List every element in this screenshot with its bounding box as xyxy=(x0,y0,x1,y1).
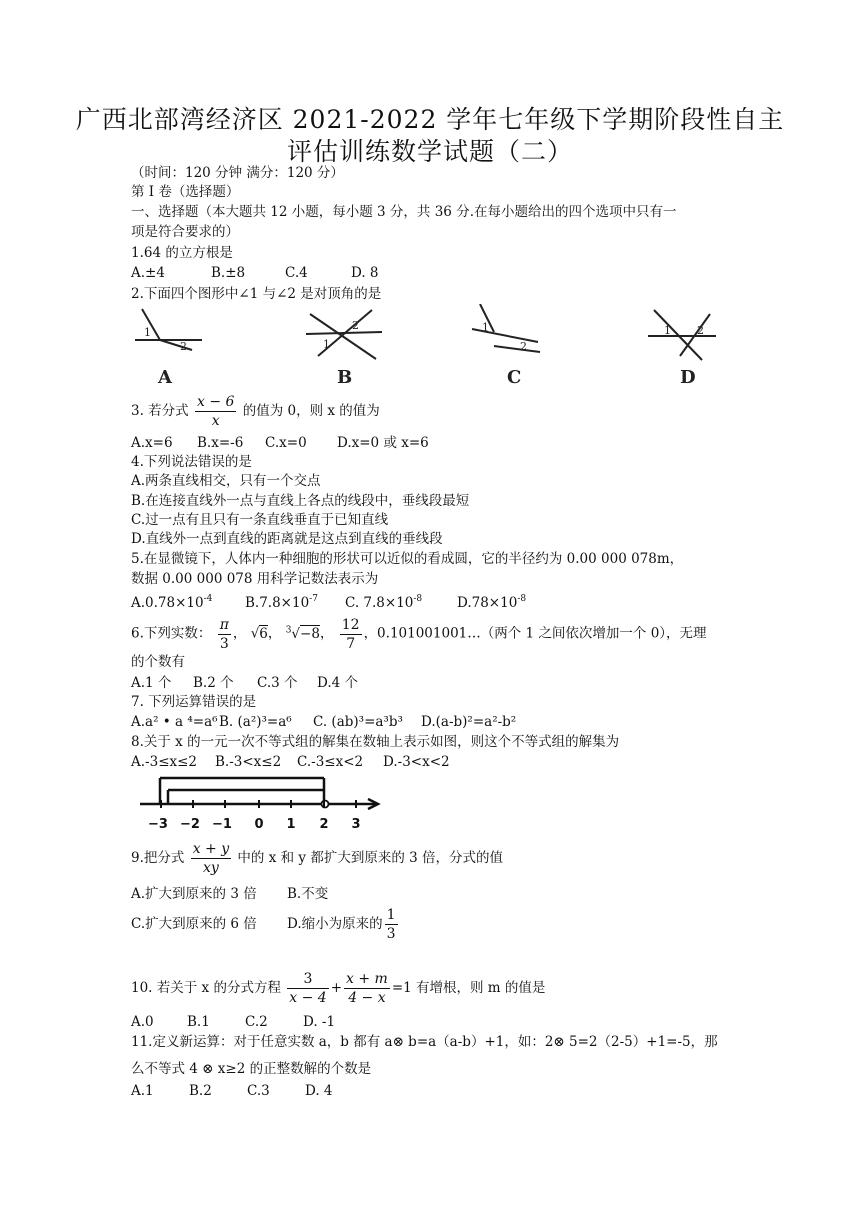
tick-neg2: −2 xyxy=(180,817,200,832)
q1-option-d: D. 8 xyxy=(351,265,379,281)
q9-fraction: $\frac{x + y}{xy}$ xyxy=(192,841,230,876)
q2-figures xyxy=(130,304,730,388)
tick-0: 0 xyxy=(254,817,264,832)
q9-options-row1: A.扩大到原来的 3 倍 B.不变 xyxy=(131,886,329,902)
fig-b-angle1: 1 xyxy=(323,338,330,351)
fig-c-angle2: 2 xyxy=(520,340,527,353)
q8-number-line xyxy=(138,772,388,834)
q1-option-a: A.±4 xyxy=(131,265,165,281)
q8-options: A.-3≤x≤2 B.-3<x≤2 C.-3≤x<2 D.-3<x<2 xyxy=(131,754,450,770)
tick-2: 2 xyxy=(319,817,329,832)
q10-fraction1: $\frac{3}{x - 4}$ xyxy=(289,971,327,1006)
q10-options: A.0 B.1 C.2 D. -1 xyxy=(131,1014,336,1030)
q3-fraction xyxy=(195,393,236,430)
exam-title-line1: 广西北部湾经济区 2021-2022 学年七年级下学期阶段性自主 xyxy=(75,105,785,134)
q5-option-b: $B.7.8\times 10^{-7}$ xyxy=(245,594,318,611)
q9-stem: 9.把分式 $\frac{x + y}{xy}$ 中的 x 和 y 都扩大到原来的 3 倍，分式的值 xyxy=(131,841,503,876)
q5-stem-line1: 5.在显微镜下，人体内一种细胞的形状可以近似的看成圆，它的半径约为 0.00 000 078m， xyxy=(131,551,684,567)
tick-1: 1 xyxy=(286,817,296,832)
q7-options: A.a² • a ⁴=a⁶B. (a²)³=a⁶ C. (ab)³=a³b³ D.(a-b)²=a²-b² xyxy=(131,714,517,730)
fig-b-angle2: 2 xyxy=(352,319,359,332)
fig-d-angle2: 2 xyxy=(697,324,704,337)
fig-label-a: A xyxy=(158,367,172,388)
q3-option-a: A.x=6 xyxy=(131,435,173,451)
q6-prefix: 6.下列实数： xyxy=(131,625,212,642)
tick-neg3: −3 xyxy=(148,817,168,832)
q9-options-row2: C.扩大到原来的 6 倍 D.缩小为原来的 $\frac{1}{3}$ xyxy=(131,907,396,942)
q6-stem-line2: 的个数有 xyxy=(131,654,185,670)
q6-pi-fraction: $\frac{\pi}{3}$ xyxy=(219,616,229,652)
q3-frac-den: x xyxy=(211,413,220,429)
fig-label-d: D xyxy=(680,367,696,388)
instruction-line2: 项是符合要求的） xyxy=(131,224,239,240)
q3-suffix: 的值为 0，则 x 的值为 xyxy=(242,403,380,419)
tick-neg1: −1 xyxy=(212,817,232,832)
q3-option-d: D.x=0 或 x=6 xyxy=(337,435,429,451)
q4-stem: 4.下列说法错误的是 xyxy=(131,454,252,470)
q3-options xyxy=(131,434,429,453)
q5-option-c: C. $7.8\times 10^{-8}$ xyxy=(345,594,423,611)
q6-fraction: $\frac{12}{7}$ xyxy=(341,616,360,652)
q6-options: A.1 个 B.2 个 C.3 个 D.4 个 xyxy=(131,675,359,691)
q11-options: A.1 B.2 C.3 D. 4 xyxy=(131,1083,333,1099)
q10-stem: 10. 若关于 x 的分式方程 $\frac{3}{x - 4}$ + $\frac{x + m}{4 - x}$ =1 有增根，则 m 的值是 xyxy=(131,971,546,1006)
fig-label-b: B xyxy=(337,367,353,388)
q1-stem: 1.64 的立方根是 xyxy=(131,245,233,261)
fig-c-angle1: 1 xyxy=(482,321,489,334)
q2-stem: 2.下面四个图形中∠1 与∠2 是对顶角的是 xyxy=(131,286,382,302)
fig-d-angle1: 1 xyxy=(664,324,671,337)
q3-stem xyxy=(131,392,380,430)
q4-option-b: B.在连接直线外一点与直线上各点的线段中，垂线段最短 xyxy=(131,493,470,509)
q3-option-b: B.x=-6 xyxy=(197,435,244,451)
q6-stem: 6.下列实数： $\frac{\pi}{3}$ ， √6， $^3$√−8， $\frac{12}{7}$ ，0.101001001…（两个 1 之间依次增加一个 0），无理 xyxy=(131,616,707,652)
q5-option-d: $D.78\times 10^{-8}$ xyxy=(457,594,527,611)
q6-sqrt6: √6 xyxy=(250,625,268,642)
q8-stem: 8.关于 x 的一元一次不等式组的解集在数轴上表示如图，则这个不等式组的解集为 xyxy=(131,734,620,750)
q1-option-c: C.4 xyxy=(285,265,308,281)
q11-stem-line1: 11.定义新运算：对于任意实数 a，b 都有 a⊗ b=a（a-b）+1，如：2⊗ 5=2（2-5）+1=-5，那 xyxy=(131,1034,718,1050)
q1-options xyxy=(131,264,379,283)
q6-rest: ，0.101001001…（两个 1 之间依次增加一个 0），无理 xyxy=(363,625,707,642)
q5-option-a: $A.0.78\times 10^{-4}$ xyxy=(131,594,213,611)
fig-label-c: C xyxy=(507,367,522,388)
q3-prefix: 3. 若分式 xyxy=(131,403,189,419)
q4-option-a: A.两条直线相交，只有一个交点 xyxy=(131,473,321,489)
section-heading: 第 I 卷（选择题） xyxy=(131,184,240,200)
q11-stem-line2: 么不等式 4 ⊗ x≥2 的正整数解的个数是 xyxy=(131,1061,372,1077)
fig-a-angle1: 1 xyxy=(144,326,151,339)
exam-meta: （时间：120 分钟 满分：120 分） xyxy=(131,165,344,181)
q9-d-fraction: $\frac{1}{3}$ xyxy=(386,907,396,942)
tick-3: 3 xyxy=(351,817,361,832)
q7-stem: 7. 下列运算错误的是 xyxy=(131,694,257,710)
exam-title-line2: 评估训练数学试题（二） xyxy=(286,137,573,166)
q4-option-c: C.过一点有且只有一条直线垂直于已知直线 xyxy=(131,512,389,528)
q3-frac-num: x − 6 xyxy=(196,394,235,410)
q3-option-c: C.x=0 xyxy=(265,435,307,451)
q1-option-b: B.±8 xyxy=(211,265,246,281)
q6-cbrt: $^3$√−8 xyxy=(285,625,320,642)
instruction-line1: 一、选择题（本大题共 12 小题，每小题 3 分，共 36 分.在每小题给出的四个选项中只有一 xyxy=(131,204,677,220)
q5-stem-line2: 数据 0.00 000 078 用科学记数法表示为 xyxy=(131,571,379,587)
fig-a-angle2: 2 xyxy=(180,340,187,353)
q4-option-d: D.直线外一点到直线的距离就是这点到直线的垂线段 xyxy=(131,531,443,547)
q10-fraction2: $\frac{x + m}{4 - x}$ xyxy=(346,971,388,1006)
